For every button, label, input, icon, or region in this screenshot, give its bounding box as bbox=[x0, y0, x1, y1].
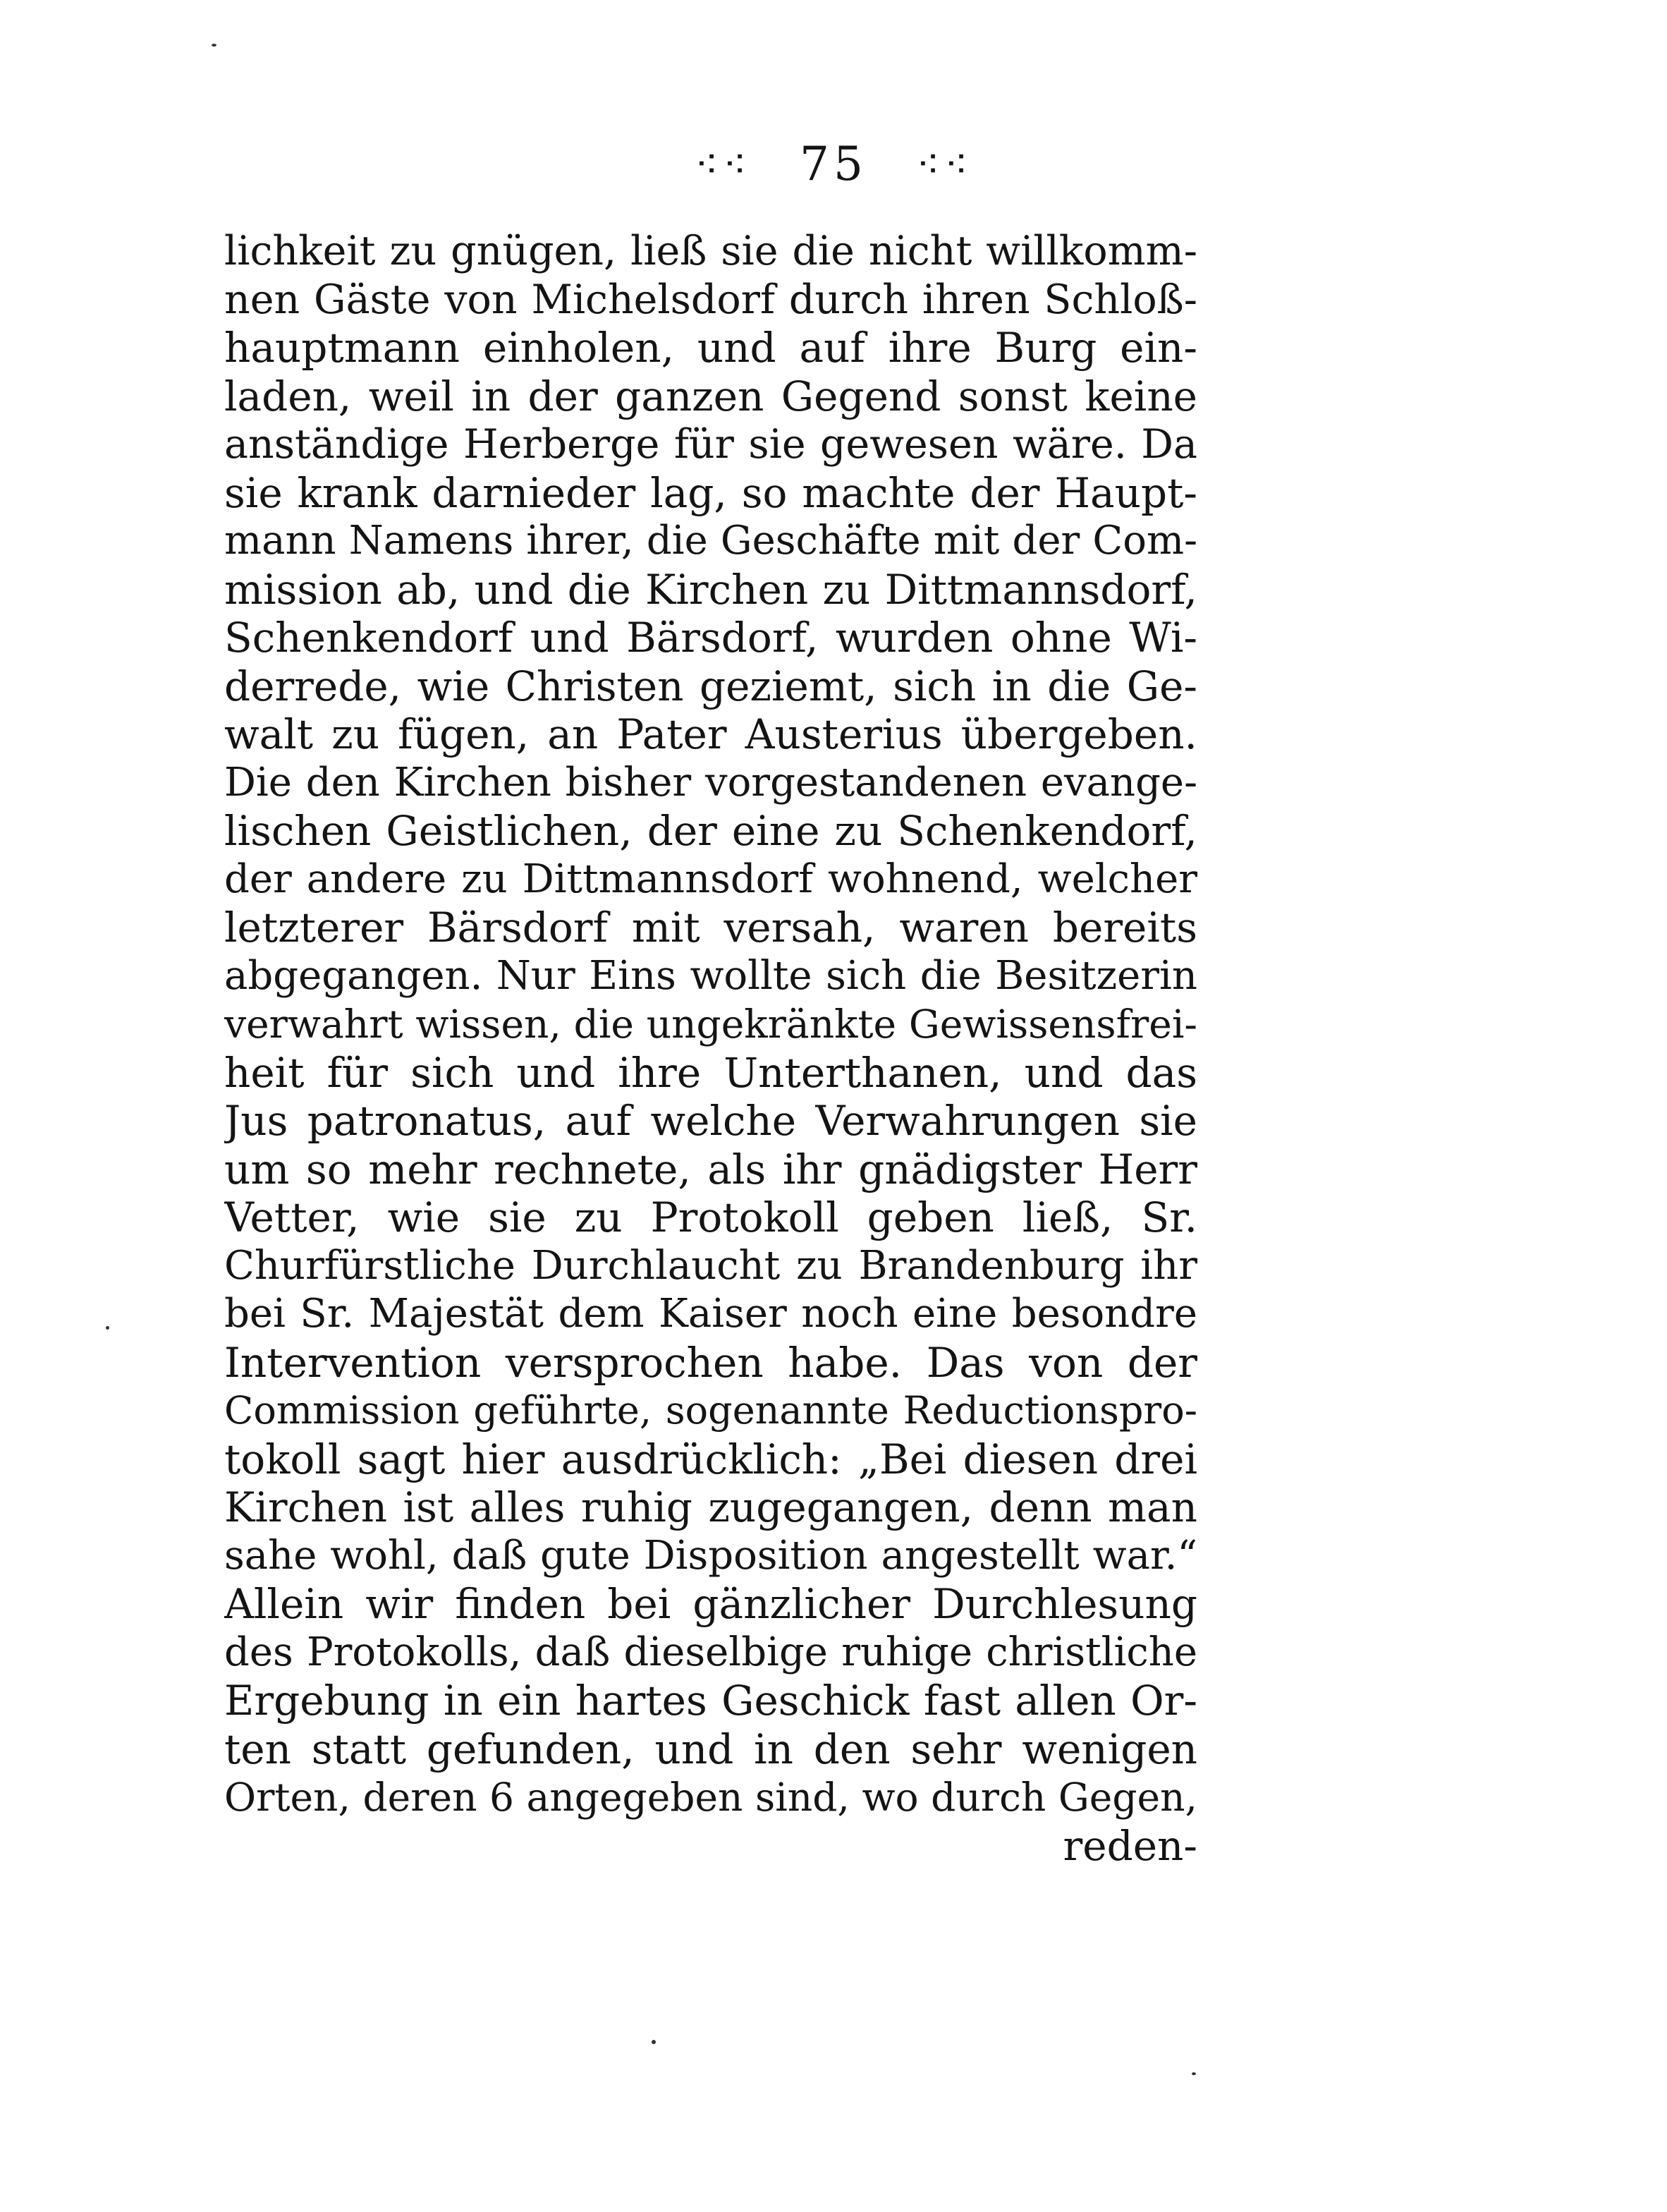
text-line: anständige Herberge für sie gewesen wäre. Da bbox=[224, 421, 1197, 468]
scan-speck bbox=[106, 1326, 109, 1330]
text-line: derrede, wie Christen geziemt, sich in die Ge- bbox=[224, 662, 1197, 710]
text-line: um so mehr rechnete, als ihr gnädigster Herr bbox=[224, 1145, 1197, 1193]
text-line: Kirchen ist alles ruhig zugegangen, denn man bbox=[224, 1483, 1197, 1531]
scan-speck bbox=[652, 2040, 656, 2044]
page-number: 75 bbox=[800, 137, 867, 191]
ornament-right: ⁖⁖ bbox=[915, 140, 972, 188]
text-line: mann Namens ihrer, die Geschäfte mit der Com- bbox=[224, 518, 1197, 564]
scan-speck bbox=[1192, 2072, 1196, 2075]
text-line: walt zu fügen, an Pater Austerius übergeben. bbox=[224, 710, 1197, 758]
text-line: lischen Geistlichen, der eine zu Schenkendorf, bbox=[224, 807, 1197, 855]
text-line: abgegangen. Nur Eins wollte sich die Besitzerin bbox=[224, 952, 1197, 999]
text-line: ten statt gefunden, und in den sehr wenigen bbox=[224, 1725, 1197, 1773]
text-line: tokoll sagt hier ausdrücklich: „Bei diesen drei bbox=[224, 1435, 1197, 1483]
text-line: Ergebung in ein hartes Geschick fast allen Or- bbox=[224, 1677, 1197, 1725]
text-line: Vetter, wie sie zu Protokoll geben ließ, Sr. bbox=[224, 1193, 1197, 1241]
text-line: Schenkendorf und Bärsdorf, wurden ohne Wi- bbox=[224, 614, 1197, 662]
text-line: laden, weil in der ganzen Gegend sonst keine bbox=[224, 372, 1197, 420]
text-line: des Protokolls, daß dieselbige ruhige christliche bbox=[224, 1629, 1197, 1675]
page-header bbox=[0, 133, 1667, 193]
text-line: Allein wir finden bei gänzlicher Durchlesung bbox=[224, 1580, 1197, 1628]
text-line: sie krank darnieder lag, so machte der Haupt- bbox=[224, 468, 1197, 517]
text-line: bei Sr. Majestät dem Kaiser noch eine besondre bbox=[224, 1291, 1197, 1337]
text-line: Orten, deren 6 angegeben sind, wo durch Gegen, bbox=[224, 1775, 1197, 1820]
scan-speck bbox=[212, 44, 216, 47]
text-line: mission ab, und die Kirchen zu Dittmannsdorf, bbox=[224, 565, 1197, 614]
text-line: letzterer Bärsdorf mit versah, waren bereits bbox=[224, 904, 1197, 952]
text-line: der andere zu Dittmannsdorf wohnend, welcher bbox=[224, 856, 1197, 902]
text-line: verwahrt wissen, die ungekränkte Gewissensfrei- bbox=[224, 1002, 1197, 1047]
text-line: sahe wohl, daß gute Disposition angestellt war.“ bbox=[224, 1532, 1197, 1579]
text-line: heit für sich und ihre Unterthanen, und das bbox=[224, 1048, 1197, 1097]
ornament-left: ⁖⁖ bbox=[695, 140, 752, 188]
text-line: lichkeit zu gnügen, ließ sie die nicht willkomm- bbox=[224, 228, 1197, 274]
text-line: Die den Kirchen bisher vorgestandenen evange- bbox=[224, 759, 1197, 806]
text-line: Jus patronatus, auf welche Verwahrungen sie bbox=[224, 1097, 1197, 1145]
text-line: Intervention versprochen habe. Das von der bbox=[224, 1338, 1197, 1387]
text-line: hauptmann einholen, und auf ihre Burg ein- bbox=[224, 324, 1197, 372]
text-line: nen Gäste von Michelsdorf durch ihren Schloß- bbox=[224, 276, 1197, 323]
text-line: Churfürstliche Durchlaucht zu Brandenburg ihr bbox=[224, 1242, 1197, 1289]
body-text bbox=[224, 227, 1197, 1870]
text-line: Commission geführte, sogenannte Reductionspro- bbox=[224, 1388, 1197, 1433]
catchword: reden- bbox=[1063, 1821, 1197, 1870]
